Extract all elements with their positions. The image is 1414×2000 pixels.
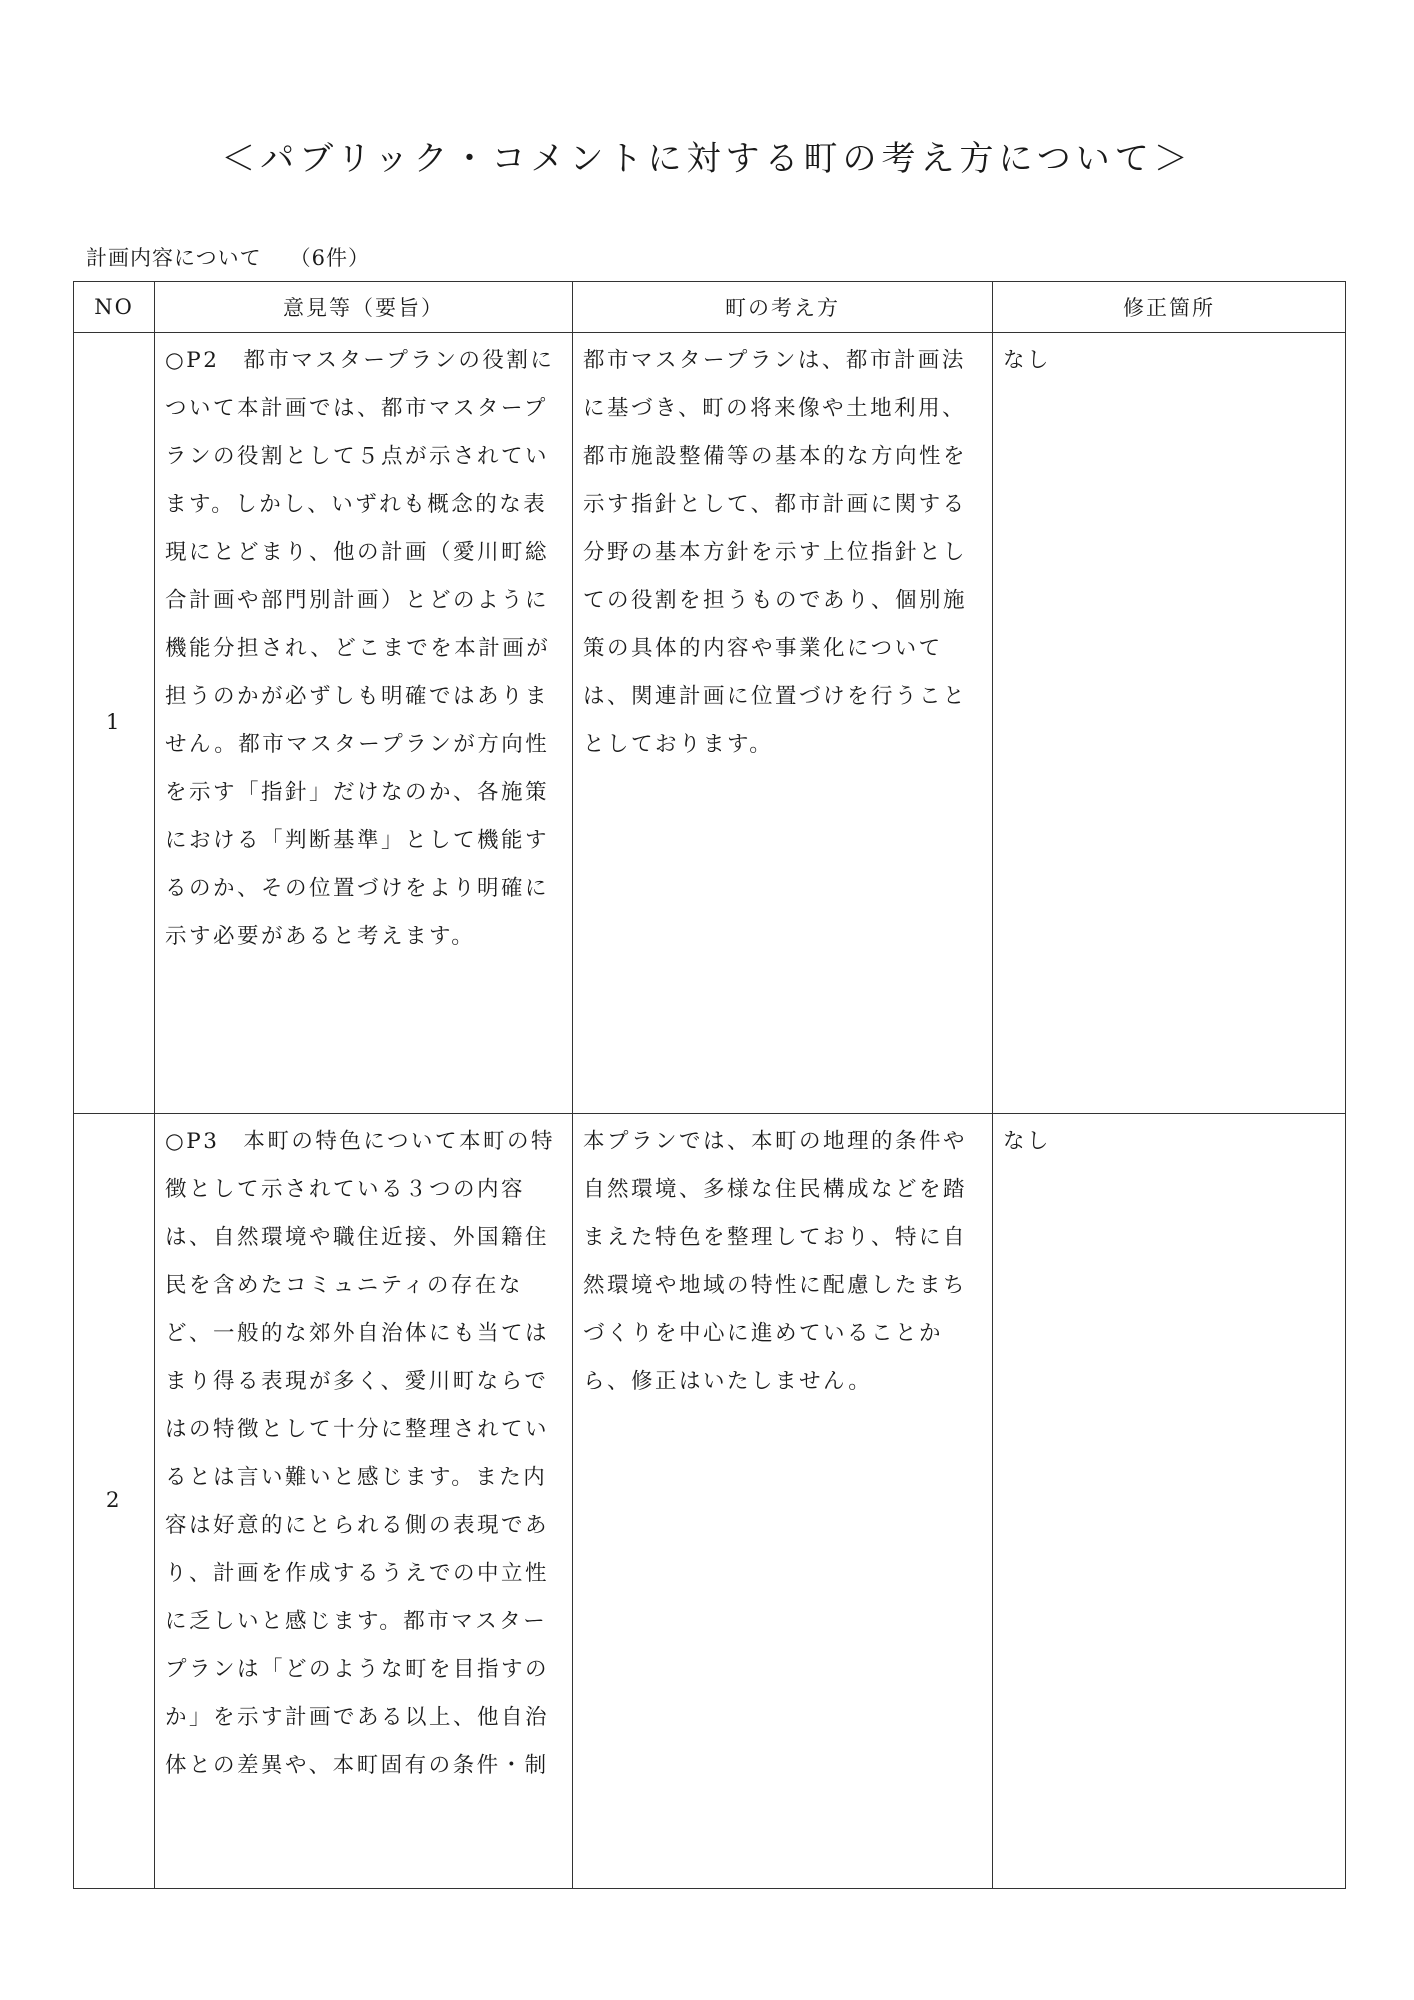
response-cell: 都市マスタープランは、都市計画法に基づき、町の将来像や土地利用、都市施設整備等の基本的な方向性を示す指針として、都市計画に関する分野の基本方針を示す上位指針としての役割を担うものであり、個別施策の具体的内容や事業化については、関連計画に位置づけを行うこととしております。 [573, 333, 993, 1114]
comments-table [73, 281, 1346, 1889]
header-response: 町の考え方 [573, 282, 993, 333]
response-cell: 本プランでは、本町の地理的条件や自然環境、多様な住民構成などを踏まえた特色を整理しており、特に自然環境や地域の特性に配慮したまちづくりを中心に進めていることから、修正はいたしません。 [573, 1114, 993, 1889]
page-title: ＜パブリック・コメントに対する町の考え方について＞ [221, 138, 1193, 179]
section-count: （6件） [289, 246, 370, 270]
row-number: 1 [74, 333, 155, 1114]
opinion-cell: ○P2 都市マスタープランの役割について本計画では、都市マスタープランの役割として５点が示されています。しかし、いずれも概念的な表現にとどまり、他の計画（愛川町総合計画や部門別計画）とどのように機能分担され、どこまでを本計画が担うのかが必ずしも明確ではありません。都市マスタープランが方向性を示す「指針」だけなのか、各施策における「判断基準」として機能するのか、その位置づけをより明確に示す必要があると考えます。 [155, 333, 573, 1114]
row-number: 2 [74, 1114, 155, 1889]
table-row [74, 333, 1346, 1114]
section-label: 計画内容について [86, 246, 262, 270]
table-row [74, 1114, 1346, 1889]
header-opinion: 意見等（要旨） [155, 282, 573, 333]
header-no: NO [74, 282, 155, 333]
opinion-cell: ○P3 本町の特色について本町の特徴として示されている３つの内容は、自然環境や職住近接、外国籍住民を含めたコミュニティの存在など、一般的な郊外自治体にも当てはまり得る表現が多く、愛川町ならではの特徴として十分に整理されているとは言い難いと感じます。また内容は好意的にとられる側の表現であり、計画を作成するうえでの中立性に乏しいと感じます。都市マスタープランは「どのような町を目指すのか」を示す計画である以上、他自治体との差異や、本町固有の条件・制 [155, 1114, 573, 1889]
revision-cell: なし [993, 1114, 1346, 1889]
revision-cell: なし [993, 333, 1346, 1114]
header-revision: 修正箇所 [993, 282, 1346, 333]
section-heading [86, 242, 370, 272]
table-header-row [74, 282, 1346, 333]
